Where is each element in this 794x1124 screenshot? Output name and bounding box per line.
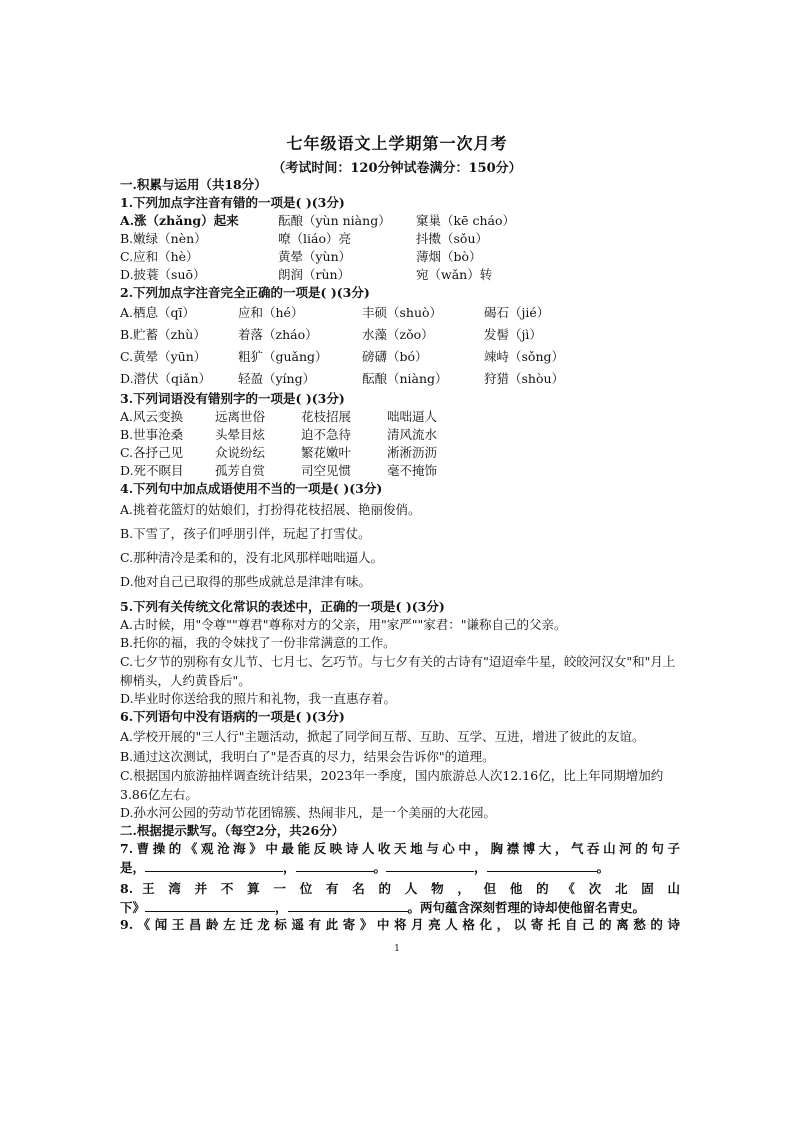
q7-blank-3[interactable] [386, 858, 474, 872]
q6-option-b: B.通过这次测试，我明白了"是否真的尽力，结果会告诉你"的道理。 [120, 749, 495, 764]
page-number: 1 [394, 944, 400, 954]
q2-c-4: 竦峙（sǒng） [484, 349, 564, 364]
q1-option-b [120, 230, 680, 248]
q2-stem: 2.下列加点字注音完全正确的一项是( )(3分) [120, 285, 370, 300]
q4-option-b: B.下雪了，孩子们呼朋引伴，玩起了打雪仗。 [120, 526, 371, 541]
q1-d-2: 朗润（rùn） [278, 267, 351, 282]
q2-d-2: 轻盈（yíng） [238, 371, 316, 386]
q3-c-3: 繁花嫩叶 [301, 445, 352, 460]
q7-line-2 [120, 858, 680, 876]
q3-d-4: 毫不掩饰 [387, 463, 438, 478]
q3-a-1: A.风云变换 [120, 409, 184, 424]
q3-c-1: C.各抒己见 [120, 445, 184, 460]
exam-title: 七年级语文上学期第一次月考 [286, 134, 508, 153]
q3-b-1: B.世事沧桑 [120, 427, 184, 442]
q2-option-d [120, 368, 680, 390]
q1-d-1: D.披蓑（suō） [120, 267, 206, 282]
q2-b-2: 着落（zháo） [238, 327, 318, 342]
q4-option-d: D.他对自己已取得的那些成就总是津津有味。 [120, 574, 372, 589]
q1-b-2: 嘹（liáo）亮 [278, 231, 351, 246]
q4-option-a: A.挑着花篮灯的姑娘们，打扮得花枝招展、艳丽俊俏。 [120, 502, 421, 517]
q2-c-1: C.黄晕（yūn） [120, 349, 207, 364]
q3-b-2: 头晕目炫 [215, 427, 266, 442]
q5-stem: 5.下列有关传统文化常识的表述中，正确的一项是( )(3分) [120, 599, 445, 614]
q4-option-c: C.那种清冷是柔和的，没有北风那样咄咄逼人。 [120, 550, 384, 565]
q8-suffix: 。两句蕴含深刻哲理的诗却使他留名青史。 [407, 900, 646, 915]
q7-sep-1: ， [283, 860, 296, 875]
q8-prefix: 下》 [120, 900, 146, 915]
exam-content [120, 176, 680, 934]
q7-blank-1[interactable] [145, 858, 283, 872]
q2-c-2: 粗犷（guǎng） [238, 349, 328, 364]
q5-option-a: A.古时候，用"令尊""尊君"尊称对方的父亲，用"家严""家君："谦称自己的父亲。 [120, 617, 567, 632]
q3-d-2: 孤芳自赏 [215, 463, 266, 478]
q5-option-c: C.七夕节的别称有女儿节、七月七、乞巧节。与七夕有关的古诗有"迢迢牵牛星，皎皎河汉女"和"月上柳梢头，人约黄昏后"。 [120, 654, 676, 688]
q3-option-b [120, 426, 680, 444]
q2-b-1: B.贮蓄（zhù） [120, 327, 206, 342]
q3-a-4: 咄咄逼人 [387, 409, 438, 424]
q7-sep-2: 。 [373, 860, 387, 875]
q5-option-b: B.托你的福，我的令妹找了一份非常满意的工作。 [120, 635, 396, 650]
q2-c-3: 磅礴（bó） [362, 349, 428, 364]
section-heading-2: 二.根据提示默写。（每空2分，共26分） [120, 823, 345, 838]
q7-sep-3: ， [474, 860, 487, 875]
q7-blank-2[interactable] [296, 858, 374, 872]
q7-prefix: 是， [120, 860, 146, 875]
q6-option-c: C.根据国内旅游抽样调查统计结果，2023年一季度，国内旅游总人次12.16亿，比上年同期增加约3.86亿左右。 [120, 768, 664, 802]
q3-stem: 3.下列词语没有错别字的一项是( )(3分) [120, 391, 345, 406]
q1-b-1: B.嫩绿（nèn） [120, 231, 207, 246]
q1-option-c [120, 248, 680, 266]
exam-subtitle: （考试时间：120分钟试卷满分：150分） [272, 161, 522, 176]
q1-a-1: A.涨（zhǎng）起来 [120, 213, 239, 228]
section-heading-1: 一.积累与运用（共18分） [120, 177, 267, 192]
q2-a-2: 应和（hé） [238, 305, 304, 320]
q3-a-3: 花枝招展 [301, 409, 352, 424]
q1-b-3: 抖擞（sǒu） [416, 231, 488, 246]
q9-line-1: 9.《闻王昌龄左迁龙标遥有此寄》中将月亮人格化，以寄托自己的离愁的诗 [120, 917, 680, 932]
q3-option-c [120, 444, 680, 462]
q2-option-c [120, 346, 680, 368]
q3-d-3: 司空见惯 [301, 463, 352, 478]
q3-c-2: 众说纷纭 [215, 445, 266, 460]
q2-d-4: 狩猎（shòu） [484, 371, 565, 386]
q8-blank-2[interactable] [288, 898, 408, 912]
q2-option-b [120, 324, 680, 346]
q2-a-1: A.栖息（qī） [120, 305, 196, 320]
q1-d-3: 宛（wǎn）转 [416, 267, 493, 282]
q2-a-4: 碣石（jié） [484, 305, 550, 320]
q6-option-a: A.学校开展的"三人行"主题活动，掀起了同学间互帮、互助、互学、互进，增进了彼此的友谊。 [120, 729, 645, 744]
q2-option-a [120, 302, 680, 324]
q3-d-1: D.死不瞑目 [120, 463, 184, 478]
q8-sep-1: ， [275, 900, 288, 915]
q3-b-4: 清风流水 [387, 427, 438, 442]
q2-d-1: D.潜伏（qiǎn） [120, 371, 212, 386]
q5-option-d: D.毕业时你送给我的照片和礼物，我一直惠存着。 [120, 691, 397, 706]
q1-c-2: 黄晕（yùn） [278, 249, 352, 264]
q4-stem: 4.下列句中加点成语使用不当的一项是( )(3分) [120, 481, 383, 496]
q6-stem: 6.下列语句中没有语病的一项是( )(3分) [120, 709, 345, 724]
q2-d-3: 酝酿（niàng） [362, 371, 448, 386]
q1-a-2: 酝酿（yùn niàng） [278, 213, 391, 228]
q3-option-d [120, 462, 680, 480]
q1-a-3: 窠巢（kē cháo） [416, 213, 515, 228]
q1-option-d [120, 266, 680, 284]
q6-option-d: D.孙水河公园的劳动节花团锦簇、热闹非凡，是一个美丽的大花园。 [120, 805, 497, 820]
q3-b-3: 迫不急待 [301, 427, 352, 442]
q7-end: 。 [596, 860, 610, 875]
q8-line-1: 8. 王 湾 并 不 算 一 位 有 名 的 人 物 ， 但 他 的 《 次 北 固 山 [120, 881, 680, 896]
q7-blank-4[interactable] [487, 858, 597, 872]
q1-c-3: 薄烟（bò） [416, 249, 482, 264]
q1-stem: 1.下列加点字注音有错的一项是( )(3分) [120, 195, 345, 210]
q7-line-1: 7.曹操的《观沧海》中最能反映诗人收天地与心中，胸襟博大，气吞山河的句子 [120, 841, 680, 856]
q2-a-3: 丰硕（shuò） [362, 305, 443, 320]
q3-a-2: 远离世俗 [215, 409, 266, 424]
q3-c-4: 淅淅沥沥 [387, 445, 438, 460]
q3-option-a [120, 408, 680, 426]
q2-b-4: 发髻（jì） [484, 327, 542, 342]
q8-blank-1[interactable] [145, 898, 275, 912]
q1-c-1: C.应和（hè） [120, 249, 199, 264]
q2-b-3: 水藻（zǒo） [362, 327, 434, 342]
q8-line-2 [120, 898, 680, 916]
q1-option-a [120, 212, 680, 230]
